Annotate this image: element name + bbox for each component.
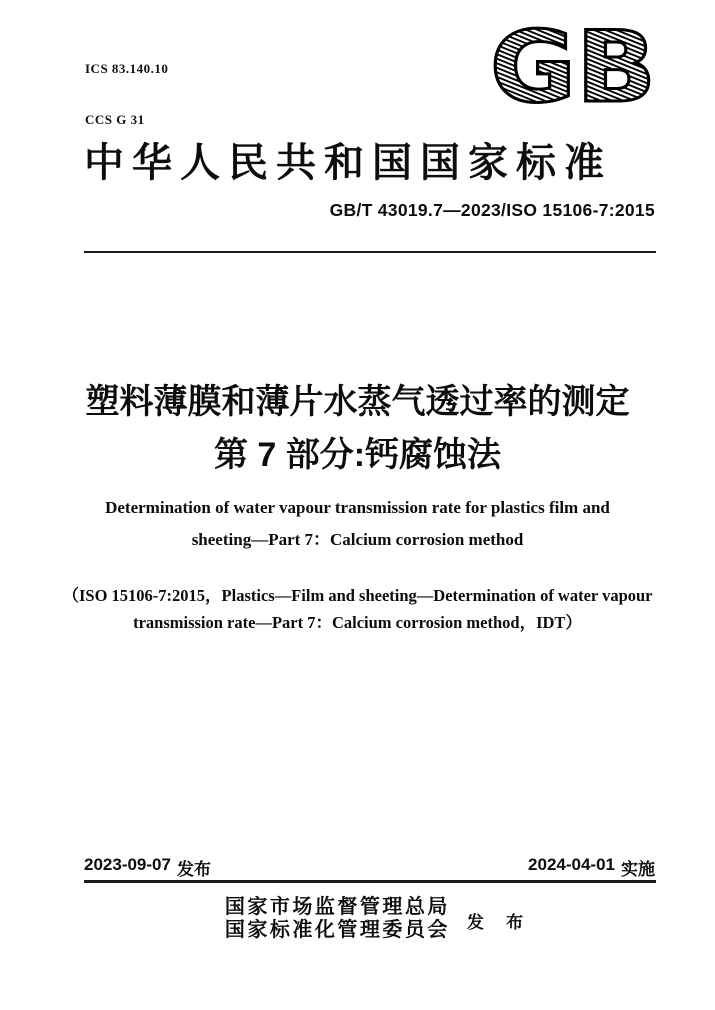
implementation-date-group — [528, 855, 655, 880]
gb-logo-graphic — [487, 22, 659, 112]
issue-date-group — [84, 855, 211, 880]
standard-number: GB/T 43019.7—2023/ISO 15106-7:2015 — [329, 200, 655, 220]
iso-adoption-note — [0, 582, 715, 636]
gb-logo — [487, 22, 659, 112]
iso-note-line1: （ISO 15106-7:2015，Plastics—Film and sheeting—Determination of water vapour — [62, 586, 653, 605]
title-zh-line1: 塑料薄膜和薄片水蒸气透过率的测定 — [85, 383, 630, 421]
title-zh-line2: 第 7 部分:钙腐蚀法 — [213, 436, 502, 474]
ics-code: ICS 83.140.10 — [85, 61, 169, 76]
implementation-label: 实施 — [621, 860, 655, 879]
national-standard-heading: 中华人民共和国国家标准 — [84, 140, 612, 185]
iso-note-line2: transmission rate—Part 7：Calcium corrosion method，IDT） — [133, 613, 582, 632]
title-en-line1: Determination of water vapour transmission rate for plastics film and — [105, 498, 610, 517]
issue-date: 2023-09-07 — [84, 855, 171, 874]
title-en-line2: sheeting—Part 7：Calcium corrosion method — [191, 530, 524, 549]
footer-divider-rule — [84, 880, 656, 883]
dates-row — [84, 855, 655, 880]
issue-label: 发布 — [176, 860, 211, 879]
publisher-line2: 国家标准化管理委员会 — [224, 919, 450, 941]
document-title-zh — [0, 376, 715, 482]
publish-label: 发 布 — [466, 913, 533, 932]
ccs-code: CCS G 31 — [85, 112, 145, 127]
header-divider-rule — [84, 251, 656, 253]
publisher-block — [21, 896, 715, 942]
publisher-line1: 国家市场监督管理总局 — [224, 896, 450, 918]
publisher-names — [225, 896, 450, 942]
gb-logo-text: GB — [490, 22, 656, 112]
document-title-en — [0, 492, 715, 556]
implementation-date: 2024-04-01 — [528, 855, 615, 874]
